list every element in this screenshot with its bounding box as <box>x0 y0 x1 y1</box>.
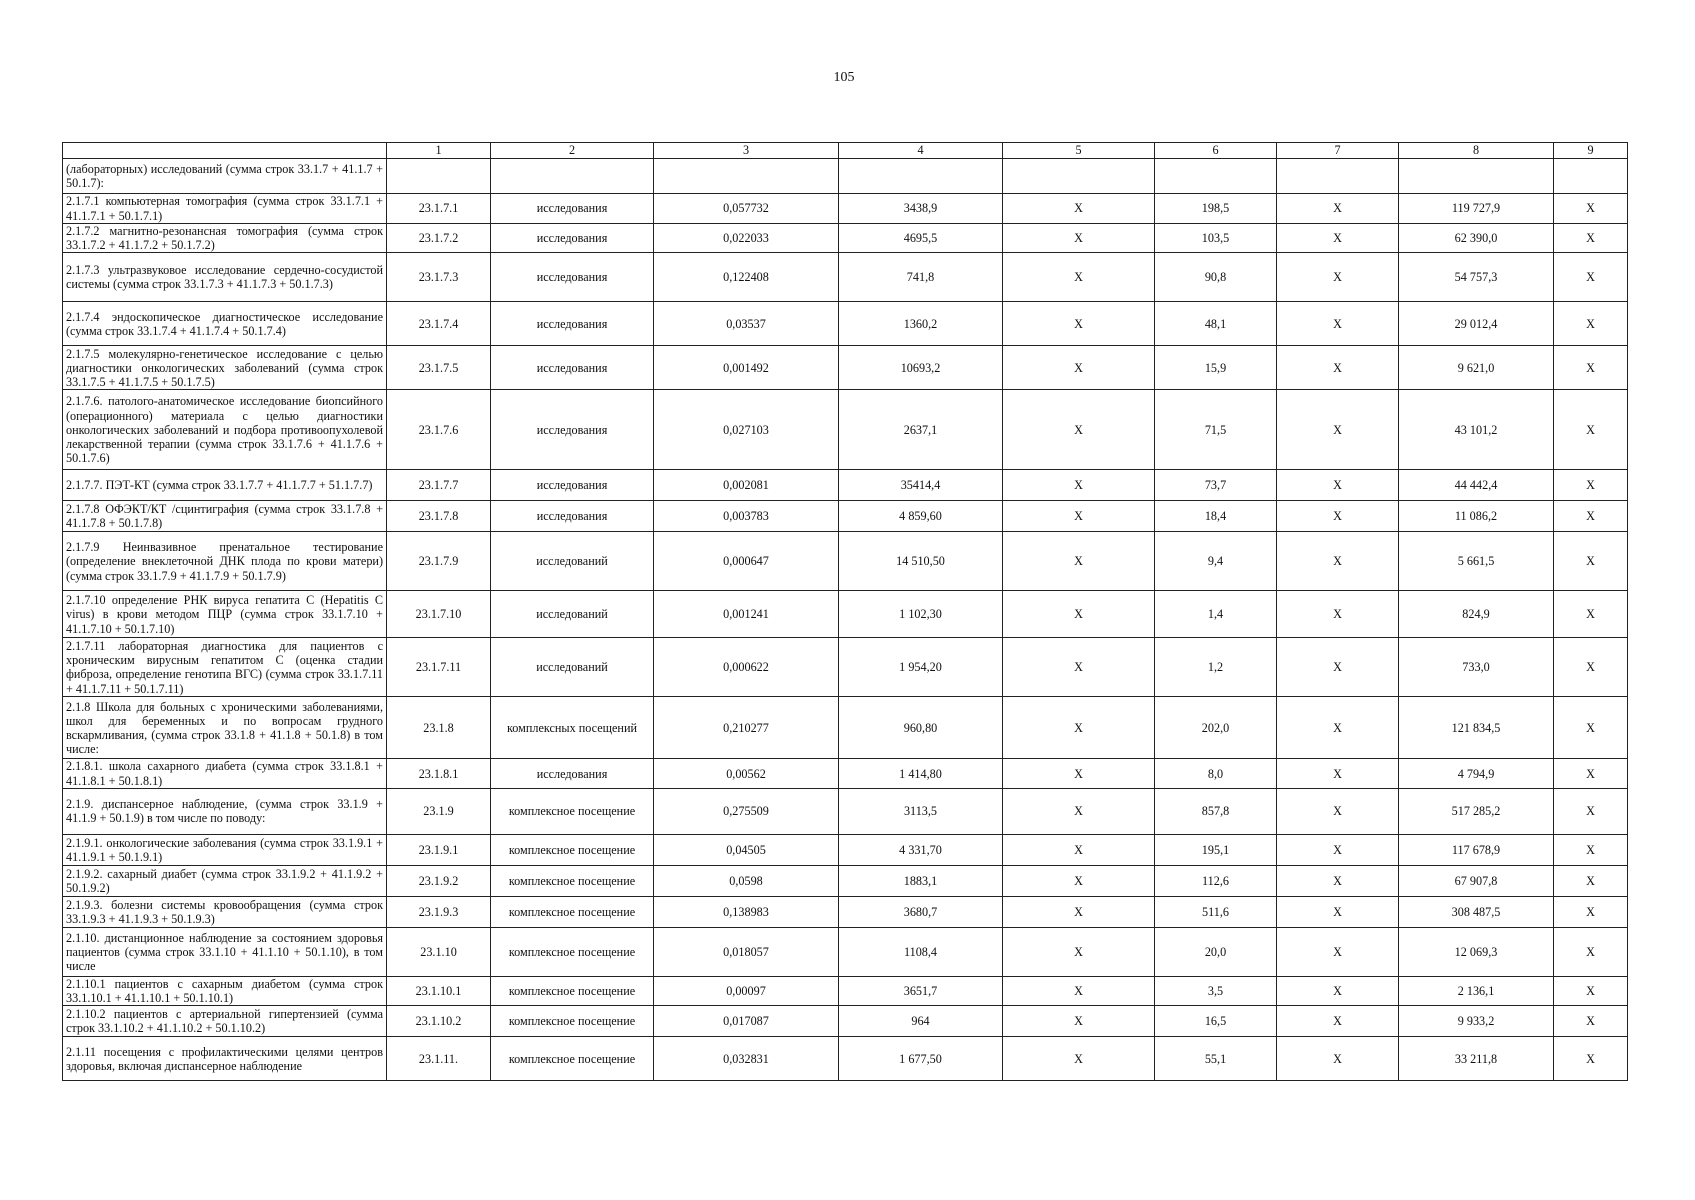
unit-of-measure: исследования <box>491 759 654 788</box>
column-9-value: Х <box>1554 896 1628 927</box>
unit-of-measure: исследования <box>491 224 654 253</box>
column-header: 3 <box>654 143 839 159</box>
column-8-value: 29 012,4 <box>1399 302 1554 346</box>
column-9-value: Х <box>1554 224 1628 253</box>
column-6-value: 15,9 <box>1155 346 1277 390</box>
row-code: 23.1.10.1 <box>387 976 491 1005</box>
column-5-value: Х <box>1003 1006 1155 1037</box>
row-code: 23.1.9.2 <box>387 865 491 896</box>
column-3-value: 0,138983 <box>654 896 839 927</box>
column-6-value: 1,4 <box>1155 591 1277 638</box>
column-8-value: 308 487,5 <box>1399 896 1554 927</box>
unit-of-measure: комплексное посещение <box>491 834 654 865</box>
unit-of-measure: исследования <box>491 302 654 346</box>
unit-of-measure: исследования <box>491 390 654 470</box>
column-3-value: 0,001492 <box>654 346 839 390</box>
column-3-value: 0,032831 <box>654 1037 839 1081</box>
table-row <box>63 194 1628 224</box>
row-code: 23.1.10 <box>387 927 491 976</box>
row-code: 23.1.7.9 <box>387 532 491 591</box>
row-code <box>387 159 491 194</box>
column-3-value: 0,275509 <box>654 788 839 834</box>
column-9-value: Х <box>1554 194 1628 224</box>
column-7-value: Х <box>1277 697 1399 759</box>
row-description: 2.1.10.1 пациентов с сахарным диабетом (сумма строк 33.1.10.1 + 41.1.10.1 + 50.1.10.1) <box>63 976 387 1005</box>
column-4-value: 1 677,50 <box>839 1037 1003 1081</box>
table-row <box>63 759 1628 788</box>
table-row <box>63 976 1628 1005</box>
table-row <box>63 346 1628 390</box>
column-8-value: 43 101,2 <box>1399 390 1554 470</box>
column-5-value: Х <box>1003 638 1155 697</box>
column-number-row <box>63 143 1628 159</box>
row-description: 2.1.9.1. онкологические заболевания (сумма строк 33.1.9.1 + 41.1.9.1 + 50.1.9.1) <box>63 834 387 865</box>
column-6-value: 103,5 <box>1155 224 1277 253</box>
column-3-value: 0,017087 <box>654 1006 839 1037</box>
unit-of-measure: комплексное посещение <box>491 865 654 896</box>
column-8-value: 5 661,5 <box>1399 532 1554 591</box>
column-8-value: 33 211,8 <box>1399 1037 1554 1081</box>
unit-of-measure: комплексных посещений <box>491 697 654 759</box>
column-8-value: 4 794,9 <box>1399 759 1554 788</box>
column-8-value: 9 621,0 <box>1399 346 1554 390</box>
row-code: 23.1.7.7 <box>387 470 491 501</box>
column-5-value: Х <box>1003 532 1155 591</box>
column-8-value: 824,9 <box>1399 591 1554 638</box>
column-8-value: 9 933,2 <box>1399 1006 1554 1037</box>
column-3-value: 0,000622 <box>654 638 839 697</box>
column-6-value: 16,5 <box>1155 1006 1277 1037</box>
column-4-value: 14 510,50 <box>839 532 1003 591</box>
column-9-value: Х <box>1554 865 1628 896</box>
column-5-value: Х <box>1003 591 1155 638</box>
unit-of-measure: комплексное посещение <box>491 1037 654 1081</box>
unit-of-measure: комплексное посещение <box>491 788 654 834</box>
column-8-value: 121 834,5 <box>1399 697 1554 759</box>
row-code: 23.1.7.3 <box>387 253 491 302</box>
column-9-value: Х <box>1554 346 1628 390</box>
column-7-value: Х <box>1277 253 1399 302</box>
column-9-value: Х <box>1554 390 1628 470</box>
table-row <box>63 470 1628 501</box>
unit-of-measure: исследования <box>491 194 654 224</box>
column-4-value: 2637,1 <box>839 390 1003 470</box>
column-4-value: 741,8 <box>839 253 1003 302</box>
row-code: 23.1.7.8 <box>387 501 491 532</box>
column-5-value: Х <box>1003 224 1155 253</box>
column-4-value: 4 859,60 <box>839 501 1003 532</box>
row-description: 2.1.7.5 молекулярно-генетическое исследование с целью диагностики онкологических заболеваний (сумма строк 33.1.7.5 + 41.1.7.5 + 50.1.7.5) <box>63 346 387 390</box>
column-5-value: Х <box>1003 302 1155 346</box>
column-4-value: 1 954,20 <box>839 638 1003 697</box>
row-description: 2.1.10. дистанционное наблюдение за состоянием здоровья пациентов (сумма строк 33.1.10 + 41.1.10 + 50.1.10), в том числе <box>63 927 387 976</box>
row-code: 23.1.9.1 <box>387 834 491 865</box>
column-9-value: Х <box>1554 834 1628 865</box>
column-5-value: Х <box>1003 501 1155 532</box>
column-6-value: 73,7 <box>1155 470 1277 501</box>
row-description: 2.1.7.6. патолого-анатомическое исследование биопсийного (операционного) материала с целью диагностики онкологических заболеваний и подбора противоопухолевой лекарственной терапии (сумма строк 33.1.7.6 + 41.1.7.6 + 50.1.7.6) <box>63 390 387 470</box>
row-description: 2.1.9.2. сахарный диабет (сумма строк 33.1.9.2 + 41.1.9.2 + 50.1.9.2) <box>63 865 387 896</box>
column-header: 5 <box>1003 143 1155 159</box>
row-code: 23.1.9 <box>387 788 491 834</box>
column-4-value <box>839 159 1003 194</box>
column-9-value: Х <box>1554 591 1628 638</box>
column-4-value: 964 <box>839 1006 1003 1037</box>
column-7-value: Х <box>1277 194 1399 224</box>
table-row <box>63 390 1628 470</box>
table-row <box>63 638 1628 697</box>
row-description: 2.1.9. диспансерное наблюдение, (сумма строк 33.1.9 + 41.1.9 + 50.1.9) в том числе по поводу: <box>63 788 387 834</box>
row-code: 23.1.7.5 <box>387 346 491 390</box>
column-8-value: 117 678,9 <box>1399 834 1554 865</box>
column-8-value: 119 727,9 <box>1399 194 1554 224</box>
table-row <box>63 159 1628 194</box>
column-6-value: 18,4 <box>1155 501 1277 532</box>
column-3-value: 0,03537 <box>654 302 839 346</box>
row-code: 23.1.7.10 <box>387 591 491 638</box>
unit-of-measure: исследования <box>491 346 654 390</box>
table-row <box>63 1006 1628 1037</box>
row-description: 2.1.7.7. ПЭТ-КТ (сумма строк 33.1.7.7 + 41.1.7.7 + 51.1.7.7) <box>63 470 387 501</box>
column-7-value: Х <box>1277 390 1399 470</box>
row-description: 2.1.7.8 ОФЭКТ/КТ /сцинтиграфия (сумма строк 33.1.7.8 + 41.1.7.8 + 50.1.7.8) <box>63 501 387 532</box>
column-6-value: 112,6 <box>1155 865 1277 896</box>
column-6-value: 3,5 <box>1155 976 1277 1005</box>
column-header: 1 <box>387 143 491 159</box>
column-4-value: 1883,1 <box>839 865 1003 896</box>
row-description: 2.1.7.10 определение РНК вируса гепатита С (Hepatitis C virus) в крови методом ПЦР (сумма строк 33.1.7.10 + 41.1.7.10 + 50.1.7.10) <box>63 591 387 638</box>
column-9-value: Х <box>1554 302 1628 346</box>
column-3-value: 0,002081 <box>654 470 839 501</box>
column-5-value: Х <box>1003 194 1155 224</box>
column-8-value: 54 757,3 <box>1399 253 1554 302</box>
table-row <box>63 896 1628 927</box>
column-5-value: Х <box>1003 470 1155 501</box>
table-row <box>63 501 1628 532</box>
column-4-value: 10693,2 <box>839 346 1003 390</box>
column-7-value: Х <box>1277 1006 1399 1037</box>
row-code: 23.1.10.2 <box>387 1006 491 1037</box>
row-code: 23.1.7.11 <box>387 638 491 697</box>
row-description: 2.1.10.2 пациентов с артериальной гипертензией (сумма строк 33.1.10.2 + 41.1.10.2 + 50.1.10.2) <box>63 1006 387 1037</box>
column-5-value <box>1003 159 1155 194</box>
column-7-value: Х <box>1277 638 1399 697</box>
column-7-value: Х <box>1277 346 1399 390</box>
row-description: 2.1.7.11 лабораторная диагностика для пациентов с хроническим вирусным гепатитом С (оценка стадии фиброза, определение генотипа ВГС) (сумма строк 33.1.7.11 + 41.1.7.11 + 50.1.7.11) <box>63 638 387 697</box>
column-9-value: Х <box>1554 697 1628 759</box>
column-6-value: 9,4 <box>1155 532 1277 591</box>
column-8-value: 67 907,8 <box>1399 865 1554 896</box>
table-row <box>63 302 1628 346</box>
column-8-value: 11 086,2 <box>1399 501 1554 532</box>
column-9-value: Х <box>1554 470 1628 501</box>
column-7-value: Х <box>1277 976 1399 1005</box>
row-code: 23.1.7.1 <box>387 194 491 224</box>
column-3-value: 0,018057 <box>654 927 839 976</box>
unit-of-measure: комплексное посещение <box>491 896 654 927</box>
column-7-value: Х <box>1277 1037 1399 1081</box>
column-5-value: Х <box>1003 390 1155 470</box>
column-5-value: Х <box>1003 834 1155 865</box>
table-body <box>63 159 1628 1081</box>
row-description: 2.1.8.1. школа сахарного диабета (сумма строк 33.1.8.1 + 41.1.8.1 + 50.1.8.1) <box>63 759 387 788</box>
column-4-value: 4695,5 <box>839 224 1003 253</box>
row-description: 2.1.7.9 Неинвазивное пренатальное тестирование (определение внеклеточной ДНК плода по крови матери) (сумма строк 33.1.7.9 + 41.1.7.9 + 50.1.7.9) <box>63 532 387 591</box>
column-8-value: 44 442,4 <box>1399 470 1554 501</box>
column-8-value: 2 136,1 <box>1399 976 1554 1005</box>
column-4-value: 3113,5 <box>839 788 1003 834</box>
column-3-value: 0,001241 <box>654 591 839 638</box>
row-description: 2.1.9.3. болезни системы кровообращения (сумма строк 33.1.9.3 + 41.1.9.3 + 50.1.9.3) <box>63 896 387 927</box>
unit-of-measure: комплексное посещение <box>491 927 654 976</box>
column-9-value: Х <box>1554 927 1628 976</box>
column-6-value: 202,0 <box>1155 697 1277 759</box>
column-8-value <box>1399 159 1554 194</box>
row-description: (лабораторных) исследований (сумма строк 33.1.7 + 41.1.7 + 50.1.7): <box>63 159 387 194</box>
column-9-value: Х <box>1554 759 1628 788</box>
column-6-value: 857,8 <box>1155 788 1277 834</box>
column-9-value: Х <box>1554 976 1628 1005</box>
table-row <box>63 834 1628 865</box>
row-description: 2.1.7.4 эндоскопическое диагностическое исследование (сумма строк 33.1.7.4 + 41.1.7.4 + 50.1.7.4) <box>63 302 387 346</box>
column-9-value: Х <box>1554 532 1628 591</box>
column-6-value: 1,2 <box>1155 638 1277 697</box>
column-3-value: 0,057732 <box>654 194 839 224</box>
column-header <box>63 143 387 159</box>
column-6-value: 90,8 <box>1155 253 1277 302</box>
column-3-value: 0,000647 <box>654 532 839 591</box>
row-code: 23.1.8 <box>387 697 491 759</box>
column-4-value: 1 102,30 <box>839 591 1003 638</box>
table-row <box>63 1037 1628 1081</box>
column-4-value: 3651,7 <box>839 976 1003 1005</box>
column-6-value: 195,1 <box>1155 834 1277 865</box>
column-3-value: 0,00097 <box>654 976 839 1005</box>
column-6-value: 8,0 <box>1155 759 1277 788</box>
column-header: 6 <box>1155 143 1277 159</box>
column-3-value: 0,04505 <box>654 834 839 865</box>
column-6-value <box>1155 159 1277 194</box>
column-9-value: Х <box>1554 253 1628 302</box>
column-5-value: Х <box>1003 788 1155 834</box>
column-7-value: Х <box>1277 591 1399 638</box>
column-9-value: Х <box>1554 1006 1628 1037</box>
row-code: 23.1.11. <box>387 1037 491 1081</box>
column-9-value: Х <box>1554 638 1628 697</box>
column-7-value: Х <box>1277 788 1399 834</box>
column-5-value: Х <box>1003 927 1155 976</box>
unit-of-measure: исследования <box>491 501 654 532</box>
column-header: 9 <box>1554 143 1628 159</box>
table-row <box>63 532 1628 591</box>
table-row <box>63 697 1628 759</box>
column-7-value: Х <box>1277 834 1399 865</box>
column-4-value: 35414,4 <box>839 470 1003 501</box>
unit-of-measure: исследований <box>491 591 654 638</box>
column-7-value <box>1277 159 1399 194</box>
row-code: 23.1.8.1 <box>387 759 491 788</box>
row-code: 23.1.9.3 <box>387 896 491 927</box>
unit-of-measure <box>491 159 654 194</box>
column-3-value: 0,00562 <box>654 759 839 788</box>
column-5-value: Х <box>1003 697 1155 759</box>
unit-of-measure: исследования <box>491 470 654 501</box>
column-3-value: 0,122408 <box>654 253 839 302</box>
column-5-value: Х <box>1003 759 1155 788</box>
column-4-value: 960,80 <box>839 697 1003 759</box>
column-7-value: Х <box>1277 501 1399 532</box>
column-7-value: Х <box>1277 470 1399 501</box>
column-7-value: Х <box>1277 865 1399 896</box>
column-6-value: 20,0 <box>1155 927 1277 976</box>
column-header: 4 <box>839 143 1003 159</box>
unit-of-measure: исследований <box>491 638 654 697</box>
column-3-value: 0,210277 <box>654 697 839 759</box>
column-7-value: Х <box>1277 927 1399 976</box>
column-8-value: 517 285,2 <box>1399 788 1554 834</box>
row-code: 23.1.7.2 <box>387 224 491 253</box>
data-table <box>62 142 1628 1081</box>
column-3-value: 0,003783 <box>654 501 839 532</box>
column-header: 8 <box>1399 143 1554 159</box>
row-description: 2.1.7.2 магнитно-резонансная томография (сумма строк 33.1.7.2 + 41.1.7.2 + 50.1.7.2) <box>63 224 387 253</box>
column-8-value: 733,0 <box>1399 638 1554 697</box>
table-row <box>63 591 1628 638</box>
column-5-value: Х <box>1003 1037 1155 1081</box>
column-9-value: Х <box>1554 501 1628 532</box>
column-8-value: 12 069,3 <box>1399 927 1554 976</box>
column-4-value: 3680,7 <box>839 896 1003 927</box>
table-row <box>63 224 1628 253</box>
table-row <box>63 788 1628 834</box>
column-6-value: 71,5 <box>1155 390 1277 470</box>
row-description: 2.1.7.3 ультразвуковое исследование сердечно-сосудистой системы (сумма строк 33.1.7.3 + 41.1.7.3 + 50.1.7.3) <box>63 253 387 302</box>
row-code: 23.1.7.6 <box>387 390 491 470</box>
row-description: 2.1.8 Школа для больных с хроническими заболеваниями, школ для беременных и по вопросам грудного вскармливания, (сумма строк 33.1.8 + 41.1.8 + 50.1.8) в том числе: <box>63 697 387 759</box>
column-9-value: Х <box>1554 1037 1628 1081</box>
column-4-value: 4 331,70 <box>839 834 1003 865</box>
column-5-value: Х <box>1003 253 1155 302</box>
row-description: 2.1.11 посещения с профилактическими целями центров здоровья, включая диспансерное наблюдение <box>63 1037 387 1081</box>
unit-of-measure: исследования <box>491 253 654 302</box>
unit-of-measure: комплексное посещение <box>491 1006 654 1037</box>
column-7-value: Х <box>1277 224 1399 253</box>
column-9-value <box>1554 159 1628 194</box>
column-6-value: 48,1 <box>1155 302 1277 346</box>
table-row <box>63 253 1628 302</box>
row-code: 23.1.7.4 <box>387 302 491 346</box>
table-row <box>63 865 1628 896</box>
column-header: 7 <box>1277 143 1399 159</box>
column-9-value: Х <box>1554 788 1628 834</box>
column-5-value: Х <box>1003 976 1155 1005</box>
column-3-value <box>654 159 839 194</box>
column-3-value: 0,0598 <box>654 865 839 896</box>
column-3-value: 0,022033 <box>654 224 839 253</box>
column-7-value: Х <box>1277 759 1399 788</box>
column-6-value: 55,1 <box>1155 1037 1277 1081</box>
column-5-value: Х <box>1003 346 1155 390</box>
unit-of-measure: комплексное посещение <box>491 976 654 1005</box>
table-row <box>63 927 1628 976</box>
page-number: 105 <box>833 70 855 85</box>
column-4-value: 1360,2 <box>839 302 1003 346</box>
unit-of-measure: исследований <box>491 532 654 591</box>
row-description: 2.1.7.1 компьютерная томография (сумма строк 33.1.7.1 + 41.1.7.1 + 50.1.7.1) <box>63 194 387 224</box>
column-7-value: Х <box>1277 302 1399 346</box>
column-8-value: 62 390,0 <box>1399 224 1554 253</box>
column-3-value: 0,027103 <box>654 390 839 470</box>
column-4-value: 3438,9 <box>839 194 1003 224</box>
column-4-value: 1108,4 <box>839 927 1003 976</box>
column-header: 2 <box>491 143 654 159</box>
column-7-value: Х <box>1277 896 1399 927</box>
column-6-value: 198,5 <box>1155 194 1277 224</box>
column-4-value: 1 414,80 <box>839 759 1003 788</box>
column-6-value: 511,6 <box>1155 896 1277 927</box>
column-7-value: Х <box>1277 532 1399 591</box>
column-5-value: Х <box>1003 896 1155 927</box>
column-5-value: Х <box>1003 865 1155 896</box>
